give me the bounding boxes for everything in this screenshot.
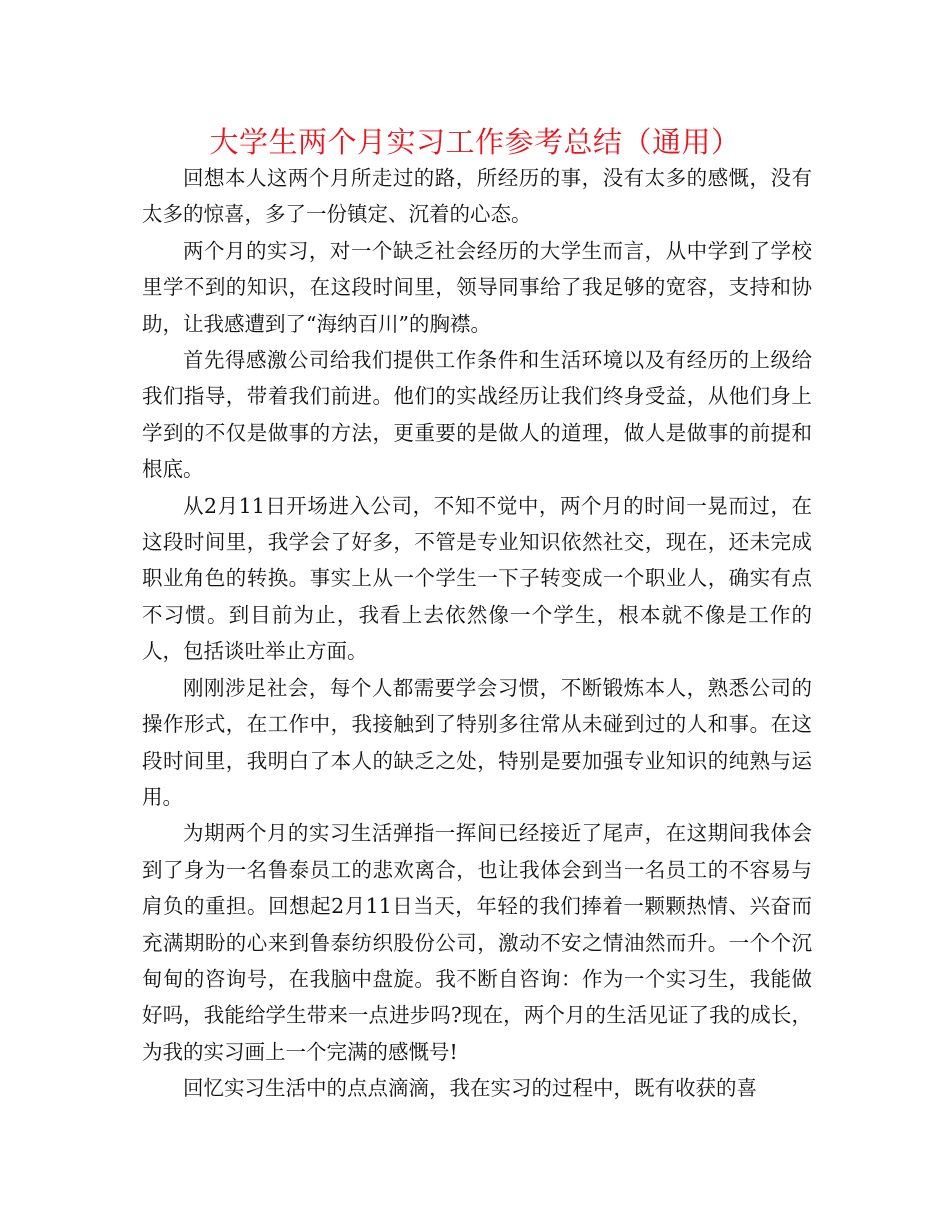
- paragraph: 回忆实习生活中的点点滴滴，我在实习的过程中，既有收获的喜: [183, 1076, 757, 1101]
- paragraph: 首先得感激公司给我们提供工作条件和生活环境以及有经历的上级给我们指导，带着我们前进。他们的实战经历让我们终身受益，从他们身上学到的不仅是做事的方法，更重要的是做人的道理，做人是做事的前提和根底。: [142, 348, 812, 482]
- document-body: [142, 160, 812, 1107]
- paragraph: 从2月11日开场进入公司，不知不觉中，两个月的时间一晃而过，在这段时间里，我学会了好多，不管是专业知识依然社交，现在，还未完成职业角色的转换。事实上从一个学生一下子转变成一个职业人，确实有点不习惯。到目前为止，我看上去依然像一个学生，根本就不像是工作的人，包括谈吐举止方面。: [142, 493, 812, 664]
- paragraph: 为期两个月的实习生活弹指一挥间已经接近了尾声，在这期间我体会到了身为一名鲁泰员工的悲欢离合，也让我体会到当一名员工的不容易与肩负的重担。回想起2月11日当天，年轻的我们捧着一颗颗热情、兴奋而充满期盼的心来到鲁泰纺织股份公司，激动不安之情油然而升。一个个沉甸甸的咨询号，在我脑中盘旋。我不断自咨询：作为一个实习生，我能做好吗，我能给学生带来一点进步吗?现在，两个月的生活见证了我的成长，为我的实习画上一个完满的感慨号!: [142, 821, 812, 1064]
- paragraph: 回想本人这两个月所走过的路，所经历的事，没有太多的感慨，没有太多的惊喜，多了一份镇定、沉着的心态。: [142, 166, 812, 227]
- paragraph: 刚刚涉足社会，每个人都需要学会习惯，不断锻炼本人，熟悉公司的操作形式，在工作中，我接触到了特别多往常从未碰到过的人和事。在这段时间里，我明白了本人的缺乏之处，特别是要加强专业知识的纯熟与运用。: [142, 675, 812, 809]
- document-title: 大学生两个月实习工作参考总结（通用）: [209, 125, 741, 159]
- paragraph: 两个月的实习，对一个缺乏社会经历的大学生而言，从中学到了学校里学不到的知识，在这段时间里，领导同事给了我足够的宽容，支持和协助，让我感遭到了“海纳百川”的胸襟。: [142, 238, 812, 336]
